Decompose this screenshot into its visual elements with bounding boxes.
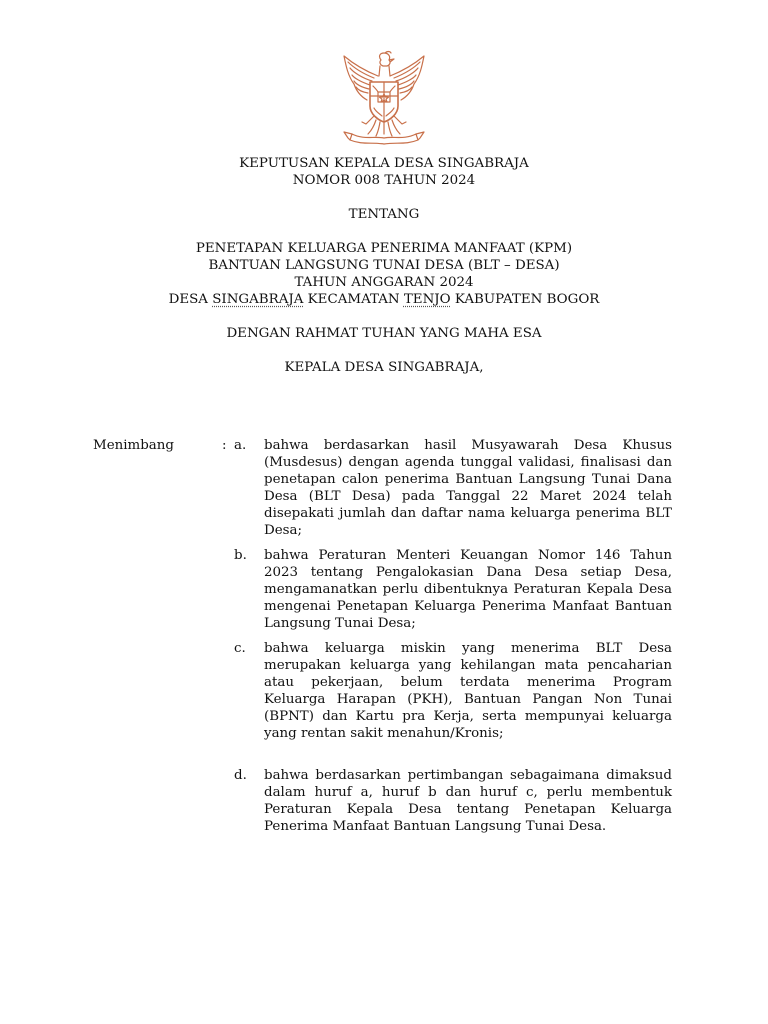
item-letter: c. bbox=[234, 641, 246, 656]
rahmat-line: DENGAN RAHMAT TUHAN YANG MAHA ESA bbox=[226, 326, 542, 341]
item-text: bahwa berdasarkan pertimbangan sebagaimana dimaksud dalam huruf a, huruf b dan huruf c, perlu membentuk Peraturan Kepala Desa tentang Penetapan Keluarga Penerima Manfaat Bantuan Langsung Tunai Desa. bbox=[264, 768, 672, 834]
menimbang-label: Menimbang bbox=[93, 438, 174, 453]
subject-line-3: TAHUN ANGGARAN 2024 bbox=[294, 275, 474, 290]
item-text: bahwa keluarga miskin yang menerima BLT Desa merupakan keluarga yang kehilangan mata pencaharian atau pekerjaan, belum terdata menerima Program Keluarga Harapan (PKH), Bantuan Pangan Non Tunai (BPNT) dan Kartu pra Kerja, serta mempunyai keluarga yang rentan sakit menahun/Kronis; bbox=[264, 641, 672, 741]
item-text: bahwa berdasarkan hasil Musyawarah Desa Khusus (Musdesus) dengan agenda tunggal validasi, finalisasi dan penetapan calon penerima Bantuan Langsung Tunai Dana Desa (BLT Desa) pada Tanggal 22 Maret 2024 telah disepakati jumlah dan daftar nama keluarga penerima BLT Desa; bbox=[264, 438, 672, 538]
menimbang-colon: : bbox=[222, 438, 227, 453]
item-text: bahwa Peraturan Menteri Keuangan Nomor 146 Tahun 2023 tentang Pengalokasian Dana Desa setiap Desa, mengamanatkan perlu dibentuknya Peraturan Kepala Desa mengenai Penetapan Keluarga Penerima Manfaat Bantuan Langsung Tunai Desa; bbox=[264, 548, 672, 631]
subject-line-4 bbox=[0, 291, 768, 308]
item-letter: b. bbox=[234, 548, 247, 563]
subject-line-1: PENETAPAN KELUARGA PENERIMA MANFAAT (KPM) bbox=[195, 241, 573, 256]
item-letter: d. bbox=[234, 768, 247, 783]
subject-pre: DESA bbox=[168, 292, 213, 307]
kepala-desa-line: KEPALA DESA SINGABRAJA, bbox=[284, 360, 484, 375]
subject-line-2: BANTUAN LANGSUNG TUNAI DESA (BLT – DESA) bbox=[208, 258, 560, 273]
item-letter: a. bbox=[234, 438, 247, 453]
decree-title: KEPUTUSAN KEPALA DESA SINGABRAJA bbox=[239, 156, 529, 171]
subject-post: KABUPATEN BOGOR bbox=[450, 292, 600, 307]
subject-mid: KECAMATAN bbox=[303, 292, 404, 307]
garuda-emblem-icon bbox=[334, 50, 434, 146]
kecamatan-name: TENJO bbox=[403, 292, 451, 307]
decree-number: NOMOR 008 TAHUN 2024 bbox=[292, 173, 476, 188]
desa-name: SINGABRAJA bbox=[212, 292, 304, 307]
tentang-heading: TENTANG bbox=[348, 207, 420, 222]
